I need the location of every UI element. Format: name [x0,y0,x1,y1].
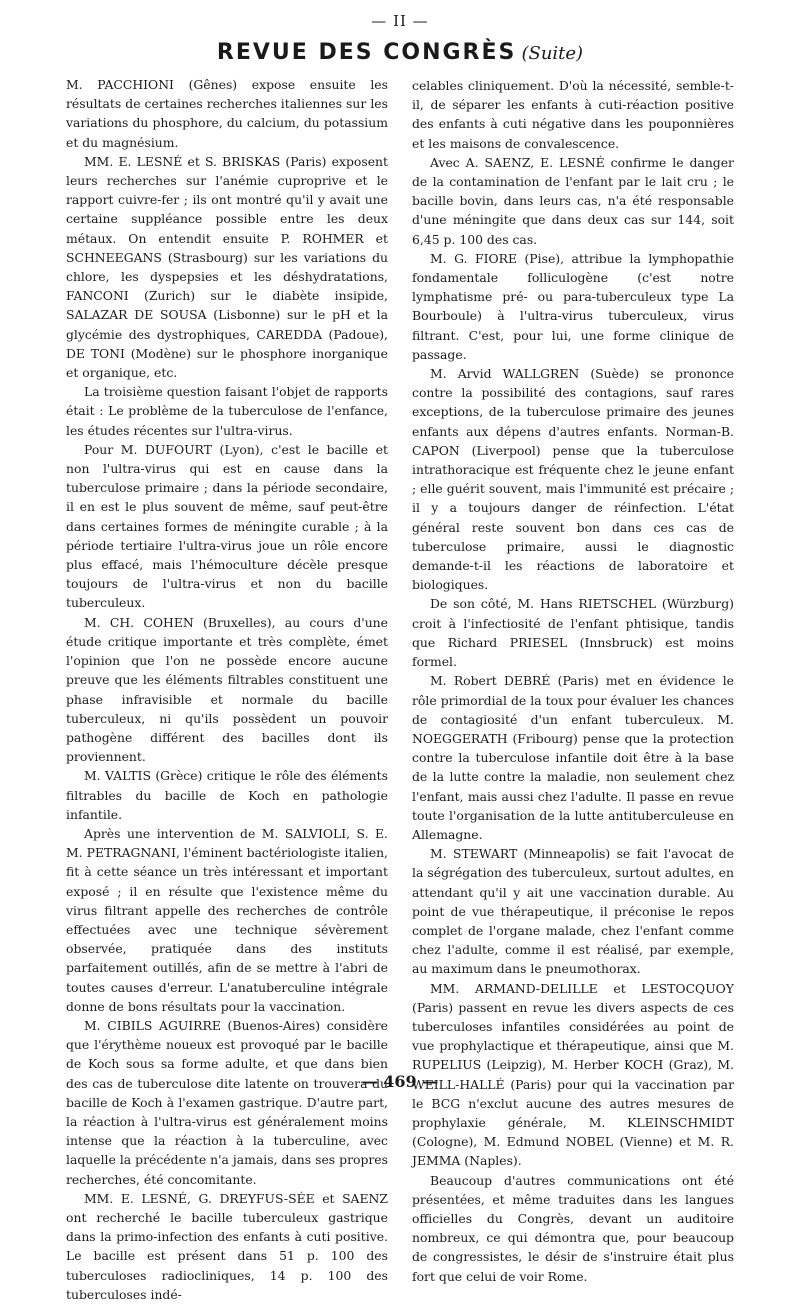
section-title: REVUE DES CONGRÈS [216,40,517,65]
paragraph: M. VALTIS (Grèce) critique le rôle des éléments filtrables du bacille de Koch en pathologie infantile. [66,768,388,822]
paragraph: M. Arvid WALLGREN (Suède) se prononce contre la possibilité des contagions, sauf rares exceptions, de la tuberculose primaire des jeunes enfants aux dépens d'autres enfants. Norman-B. CAPON (Liverpool) pense que la tuberculose intrathoracique est fréquente chez le jeune enfant ; elle guérit souvent, mais l'immunité est précaire ; il y a toujours danger de réinfection. L'état général reste souvent bon dans ces cas de tuberculose primaire, aussi le diagnostic demande-t-il les réactions de laboratoire et biologiques. [412,366,734,593]
paragraph: La troisième question faisant l'objet de rapports était : Le problème de la tuberculose de l'enfance, les études récentes sur l'ultra-virus. [66,384,388,438]
paragraph: M. STEWART (Minneapolis) se fait l'avocat de la ségrégation des tuberculeux, surtout adultes, en attendant qu'il y ait une vaccination durable. Au point de vue thérapeutique, il préconise le repos complet de l'organe malade, chez l'enfant comme chez l'adulte, comme il est réalisé, par exemple, au maximum dans le pneumothorax. [412,846,734,977]
paragraph: celables cliniquement. D'où la nécessité, semble-t-il, de séparer les enfants à cuti-réaction positive des enfants à cuti négative dans les pouponnières et les maisons de convalescence. [412,78,734,151]
paragraph: M. PACCHIONI (Gênes) expose ensuite les résultats de certaines recherches italiennes sur les variations du phosphore, du calcium, du potassium et du magnésium. [66,77,388,150]
paragraph: M. CIBILS AGUIRRE (Buenos-Aires) considère que l'érythème noueux est provoqué par le bacille de Koch sous sa forme adulte, et que dans bien des cas de tuberculose dite latente on trouvera du bacille de Koch à l'examen gastrique. D'autre part, la réaction à l'ultra-virus est généralement moins intense que la réaction à la tuberculine, avec laquelle la précédente n'a jamais, dans ses propres recherches, été concomitante. [66,1017,388,1187]
paragraph: MM. ARMAND-DELILLE et LESTOCQUOY (Paris) passent en revue les divers aspects de ces tuberculoses infantiles considérées au point de vue prophylactique et thérapeutique, ainsi que M. RUPELIUS (Leipzig), M. Herber KOCH (Graz), M. WEILL-HALLÉ (Paris) pour qui la vaccination par le BCG n'exclut aucune des autres mesures de prophylaxie générale, M. KLEINSCHMIDT (Cologne), M. Edmund NOBEL (Vienne) et M. R. JEMMA (Naples). [412,980,734,1169]
right-column [412,76,734,1286]
paragraph: Après une intervention de M. SALVIOLI, S. E. M. PETRAGNANI, l'éminent bactériologiste italien, fit à cette séance un très intéressant et important exposé ; il en résulte que l'existence même du virus filtrant appelle des recherches de contrôle effectuées avec une technique sévèrement observée, pratiquée dans des instituts parfaitement outillés, afin de se mettre à l'abri de toutes causes d'erreur. L'anatuberculine intégrale donne de bons résultats pour la vaccination. [66,825,388,1014]
paragraph: MM. E. LESNÉ et S. BRISKAS (Paris) exposent leurs recherches sur l'anémie cuproprive et le rapport cuivre-fer ; ils ont montré qu'il y avait une certaine suppléance possible entre les deux métaux. On entendit ensuite P. ROHMER et SCHNEEGANS (Strasbourg) sur les variations du chlore, les dyspepsies et les déshydratations, FANCONI (Zurich) sur le diabète insipide, SALAZAR DE SOUSA (Lisbonne) sur le pH et la glycémie des dystrophiques, CAREDDA (Padoue), DE TONI (Modène) sur le phosphore inorganique et organique, etc. [66,153,388,381]
paragraph: MM. E. LESNÉ, G. DREYFUS-SÉE et SAENZ ont recherché le bacille tuberculeux gastrique dans la primo-infection des enfants à cuti positive. Le bacille est présent dans 51 p. 100 des tuberculoses radiocliniques, 14 p. 100 des tuberculoses indé- [66,1190,388,1302]
folio: — II — [371,12,429,30]
section-subtitle: (Suite) [521,43,584,64]
page-header [0,40,800,65]
paragraph: M. G. FIORE (Pise), attribue la lymphopathie fondamentale folliculogène (c'est notre lymphatisme pré- ou para-tuberculeux type La Bourboule) à l'ultra-virus tuberculeux, virus filtrant. C'est, pour lui, une forme clinique de passage. [412,250,734,362]
paragraph: Avec A. SAENZ, E. LESNÉ confirme le danger de la contamination de l'enfant par le lait cru ; le bacille bovin, dans leurs cas, n'a été responsable d'une méningite que dans deux cas sur 144, soit 6,45 p. 100 des cas. [412,154,734,247]
page-number: — 469 — [361,1072,439,1091]
paragraph: Pour M. DUFOURT (Lyon), c'est le bacille et non l'ultra-virus qui est en cause dans la tuberculose primaire ; dans la période secondaire, il en est le plus souvent de même, sauf peut-être dans certaines formes de méningite curable ; à la période tertiaire l'ultra-virus joue un rôle encore plus effacé, mais l'hémoculture décèle presque toujours de l'ultra-virus et non du bacille tuberculeux. [66,441,388,611]
paragraph: M. CH. COHEN (Bruxelles), au cours d'une étude critique importante et très complète, émet l'opinion que l'on ne possède encore aucune preuve que les éléments filtrables constituent une phase infravisible et normale du bacille tuberculeux, ni qu'ils possèdent un pouvoir pathogène différent des bacilles dont ils proviennent. [66,614,388,765]
left-column [66,75,388,1304]
paragraph: Beaucoup d'autres communications ont été présentées, et même traduites dans les langues officielles du Congrès, devant un auditoire nombreux, ce qui démontra que, pour beaucoup de congressistes, le désir de s'instruire était plus fort que celui de voir Rome. [412,1172,734,1284]
paragraph: De son côté, M. Hans RIETSCHEL (Würzburg) croit à l'infectiosité de l'enfant phtisique, tandis que Richard PRIESEL (Innsbruck) est moins formel. [412,596,734,670]
paragraph: M. Robert DEBRÉ (Paris) met en évidence le rôle primordial de la toux pour évaluer les chances de contagiosité d'un enfant tuberculeux. M. NOEGGERATH (Fribourg) pense que la protection contre la tuberculose infantile doit être à la base de la lutte contre la maladie, non seulement chez l'enfant, mais aussi chez l'adulte. Il passe en revue toute l'organisation de la lutte antituberculeuse en Allemagne. [412,673,734,842]
